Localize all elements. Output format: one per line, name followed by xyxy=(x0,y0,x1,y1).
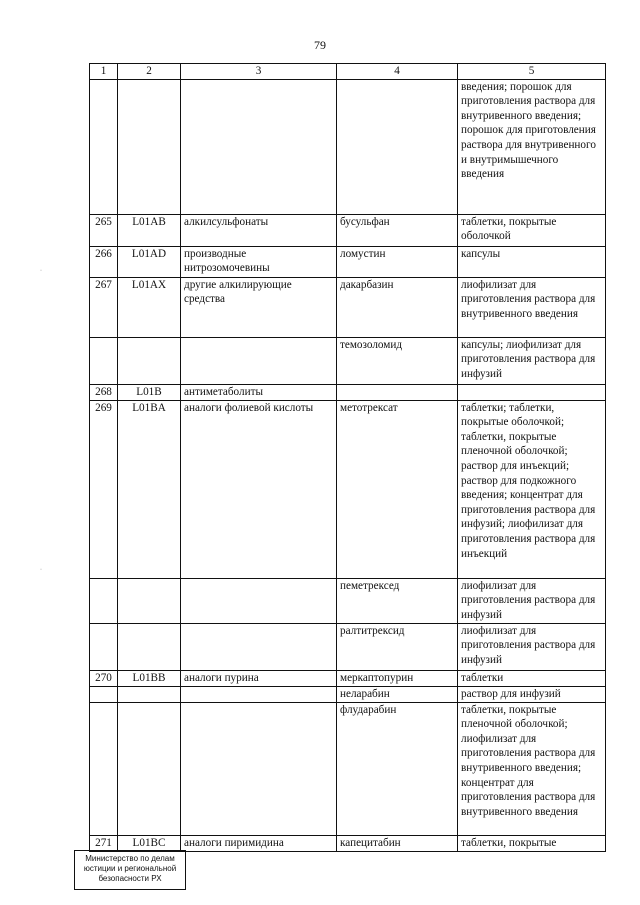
drug-name: капецитабин xyxy=(337,835,458,851)
drug-name: бусульфан xyxy=(337,214,458,246)
header-cell: 2 xyxy=(118,64,181,80)
dosage-form: введения; порошок для приготовления раствора для внутривенного введения; порошок для приготовления раствора для внутривенного и внутримышечного введения xyxy=(458,79,606,214)
table-header-row xyxy=(90,64,606,80)
atc-code: L01AD xyxy=(118,246,181,277)
atc-code: L01BC xyxy=(118,835,181,851)
row-number: 268 xyxy=(90,384,118,400)
atc-code: L01AB xyxy=(118,214,181,246)
pharm-group: алкилсульфонаты xyxy=(181,214,337,246)
table-row xyxy=(90,79,606,214)
pharm-group: аналоги пиримидина xyxy=(181,835,337,851)
table-row xyxy=(90,835,606,851)
atc-code xyxy=(118,702,181,835)
pharm-group xyxy=(181,623,337,670)
dosage-form: лиофилизат для приготовления раствора для инфузий xyxy=(458,623,606,670)
drug-name xyxy=(337,79,458,214)
row-number xyxy=(90,702,118,835)
pharm-group: аналоги пурина xyxy=(181,670,337,686)
row-number: 269 xyxy=(90,400,118,578)
drug-name: метотрексат xyxy=(337,400,458,578)
pharm-group: производные нитрозомочевины xyxy=(181,246,337,277)
dosage-form: таблетки, покрытые пленочной оболочкой; лиофилизат для приготовления раствора для внутривенного введения; концентрат для приготовления раствора для внутривенного введения xyxy=(458,702,606,835)
dosage-form: таблетки xyxy=(458,670,606,686)
pharm-group xyxy=(181,686,337,702)
scan-mark: · xyxy=(40,567,42,573)
atc-code: L01B xyxy=(118,384,181,400)
table-row xyxy=(90,384,606,400)
drug-name: ломустин xyxy=(337,246,458,277)
pharm-group: другие алкилирующие средства xyxy=(181,277,337,337)
pharm-group xyxy=(181,79,337,214)
dosage-form: капсулы xyxy=(458,246,606,277)
page-number: 79 xyxy=(314,38,326,52)
table-row xyxy=(90,578,606,623)
pharm-group xyxy=(181,578,337,623)
row-number xyxy=(90,623,118,670)
pharm-group xyxy=(181,337,337,384)
row-number xyxy=(90,337,118,384)
dosage-form: таблетки; таблетки, покрытые оболочкой; таблетки, покрытые пленочной оболочкой; раствор для инъекций; раствор для подкожного введения; концентрат для приготовления раствора для инфузий; лиофилизат для приготовления раствора для инъекций xyxy=(458,400,606,578)
row-number xyxy=(90,578,118,623)
header-cell: 3 xyxy=(181,64,337,80)
table-row xyxy=(90,337,606,384)
table-row xyxy=(90,277,606,337)
table-row xyxy=(90,246,606,277)
drug-name: меркаптопурин xyxy=(337,670,458,686)
row-number: 270 xyxy=(90,670,118,686)
atc-code: L01AX xyxy=(118,277,181,337)
atc-code: L01BB xyxy=(118,670,181,686)
drug-name: неларабин xyxy=(337,686,458,702)
table-row xyxy=(90,670,606,686)
drug-name: ралтитрексид xyxy=(337,623,458,670)
atc-code xyxy=(118,79,181,214)
dosage-form: таблетки, покрытые оболочкой xyxy=(458,214,606,246)
table-row xyxy=(90,702,606,835)
drug-name: флударабин xyxy=(337,702,458,835)
row-number: 265 xyxy=(90,214,118,246)
row-number xyxy=(90,686,118,702)
drug-name xyxy=(337,384,458,400)
dosage-form xyxy=(458,384,606,400)
row-number: 267 xyxy=(90,277,118,337)
drug-name: темозоломид xyxy=(337,337,458,384)
dosage-form: раствор для инфузий xyxy=(458,686,606,702)
atc-code xyxy=(118,337,181,384)
header-cell: 1 xyxy=(90,64,118,80)
drug-table xyxy=(89,63,606,852)
table-row xyxy=(90,400,606,578)
pharm-group xyxy=(181,702,337,835)
table-row xyxy=(90,623,606,670)
registration-stamp: Министерство по делам юстиции и региональной безопасности РХ xyxy=(74,850,186,890)
dosage-form: таблетки, покрытые xyxy=(458,835,606,851)
pharm-group: аналоги фолиевой кислоты xyxy=(181,400,337,578)
row-number: 266 xyxy=(90,246,118,277)
pharm-group: антиметаболиты xyxy=(181,384,337,400)
atc-code: L01BA xyxy=(118,400,181,578)
scan-mark: · xyxy=(40,268,42,274)
row-number: 271 xyxy=(90,835,118,851)
atc-code xyxy=(118,686,181,702)
header-cell: 4 xyxy=(337,64,458,80)
row-number xyxy=(90,79,118,214)
atc-code xyxy=(118,578,181,623)
table-row xyxy=(90,214,606,246)
table-row xyxy=(90,686,606,702)
dosage-form: капсулы; лиофилизат для приготовления раствора для инфузий xyxy=(458,337,606,384)
header-cell: 5 xyxy=(458,64,606,80)
drug-name: дакарбазин xyxy=(337,277,458,337)
dosage-form: лиофилизат для приготовления раствора для внутривенного введения xyxy=(458,277,606,337)
atc-code xyxy=(118,623,181,670)
drug-name: пеметрексед xyxy=(337,578,458,623)
dosage-form: лиофилизат для приготовления раствора для инфузий xyxy=(458,578,606,623)
